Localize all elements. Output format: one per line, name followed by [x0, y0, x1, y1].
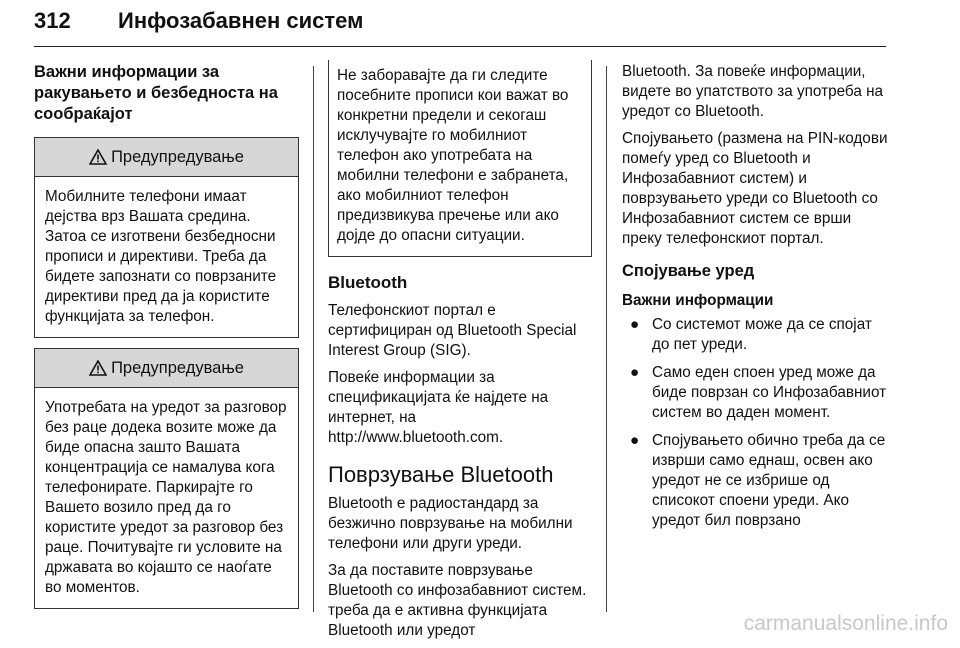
bluetooth-paragraph: Телефонскиот портал е сертифициран од Bluetooth Special Interest Group (SIG).: [328, 302, 577, 359]
paragraph: Bluetooth. За повеќе информации, видете во упатството за употреба на уредот со Bluetooth.: [622, 63, 884, 120]
bluetooth-url: http://www.bluetooth.com.: [328, 429, 504, 446]
warning-text: Мобилните телефони имаат дејства врз Вашата средина. Затоа се изготвени безбедносни прописи и директиви. Треба да бидете запознати со поврзаните директиви пред да ја користите функцијата за телефон.: [45, 188, 277, 325]
bluetooth-paragraph: Повеќе информации за спецификацијата ќе најдете на интернет, на http://www.bluetooth.com.: [328, 368, 592, 448]
warning-triangle-icon: [89, 360, 107, 376]
watermark: carmanualsonline.info: [743, 612, 948, 635]
warning-header: [35, 349, 298, 388]
list-item: ● Спојувањето обично треба да се изврши само еднаш, освен ако уредот не се избрише од списокот споени уреди. Ако уредот бил поврзано: [630, 432, 886, 529]
paragraph: Спојувањето (размена на PIN-кодови помеѓу уред со Bluetooth и Инфозабавниот систем) и поврзувањето уреди со Bluetooth со Инфозабавниот систем се врши преку телефонскиот портал.: [622, 130, 888, 247]
bluetooth-heading: Bluetooth: [328, 273, 408, 292]
important-info-heading: Важни информации: [622, 292, 774, 309]
warning-triangle-icon: [89, 149, 107, 165]
warning-title: Предупредување: [111, 148, 244, 166]
safety-heading: Важни информации за ракувањето и безбедноста на сообраќајот: [34, 63, 278, 123]
column-3: [622, 62, 892, 539]
warning-title: Предупредување: [111, 359, 244, 377]
warning-text: Не заборавајте да ги следите посебните прописи кои важат во конкретни предели и секогаш исклучувајте го мобилниот телефон ако употребата на мобилни телефони е забранета, ако мобилниот телефон предизвикува пречење или ако дојде до опасни ситуации.: [337, 67, 569, 244]
column-divider-1: [313, 66, 314, 612]
page-number: 312: [34, 8, 71, 33]
page-header: [34, 8, 884, 48]
connect-heading: Поврзување Bluetooth: [328, 462, 554, 487]
warning-header: [35, 138, 298, 177]
column-2: [328, 62, 592, 648]
warning-box-1: [34, 137, 299, 338]
list-item: ● Само еден споен уред може да биде поврзан со Инфозабавниот систем во даден момент.: [630, 364, 887, 421]
warning-box-continued: [328, 60, 592, 257]
bullet-icon: ●: [630, 432, 640, 449]
info-list: [622, 315, 892, 531]
column-1: [34, 62, 299, 609]
connect-paragraph: За да поставите поврзување Bluetooth со инфозабавниот систем. треба да е активна функцијата Bluetooth или уредот: [328, 562, 587, 639]
bullet-icon: ●: [630, 364, 640, 381]
warning-text: Употребата на уредот за разговор без раце додека возите може да биде опасна зашто Вашата концентрација се намалува кога телефонирате. Паркирајте го Вашето возило пред да го користите уредот за разговор без раце. Почитувајте ги условите на државата во којашто се наоѓате во моментов.: [45, 399, 287, 596]
list-item: ● Со системот може да се спојат до пет уреди.: [630, 316, 872, 353]
connect-paragraph: Bluetooth е радиостандард за безжично поврзување на мобилни телефони или други уреди.: [328, 495, 573, 552]
bullet-icon: ●: [630, 316, 640, 333]
warning-box-2: [34, 348, 299, 609]
header-rule: [34, 46, 886, 47]
column-divider-2: [606, 66, 607, 612]
pairing-heading: Спојување уред: [622, 262, 755, 280]
page-title: Инфозабавнен систем: [118, 8, 364, 33]
